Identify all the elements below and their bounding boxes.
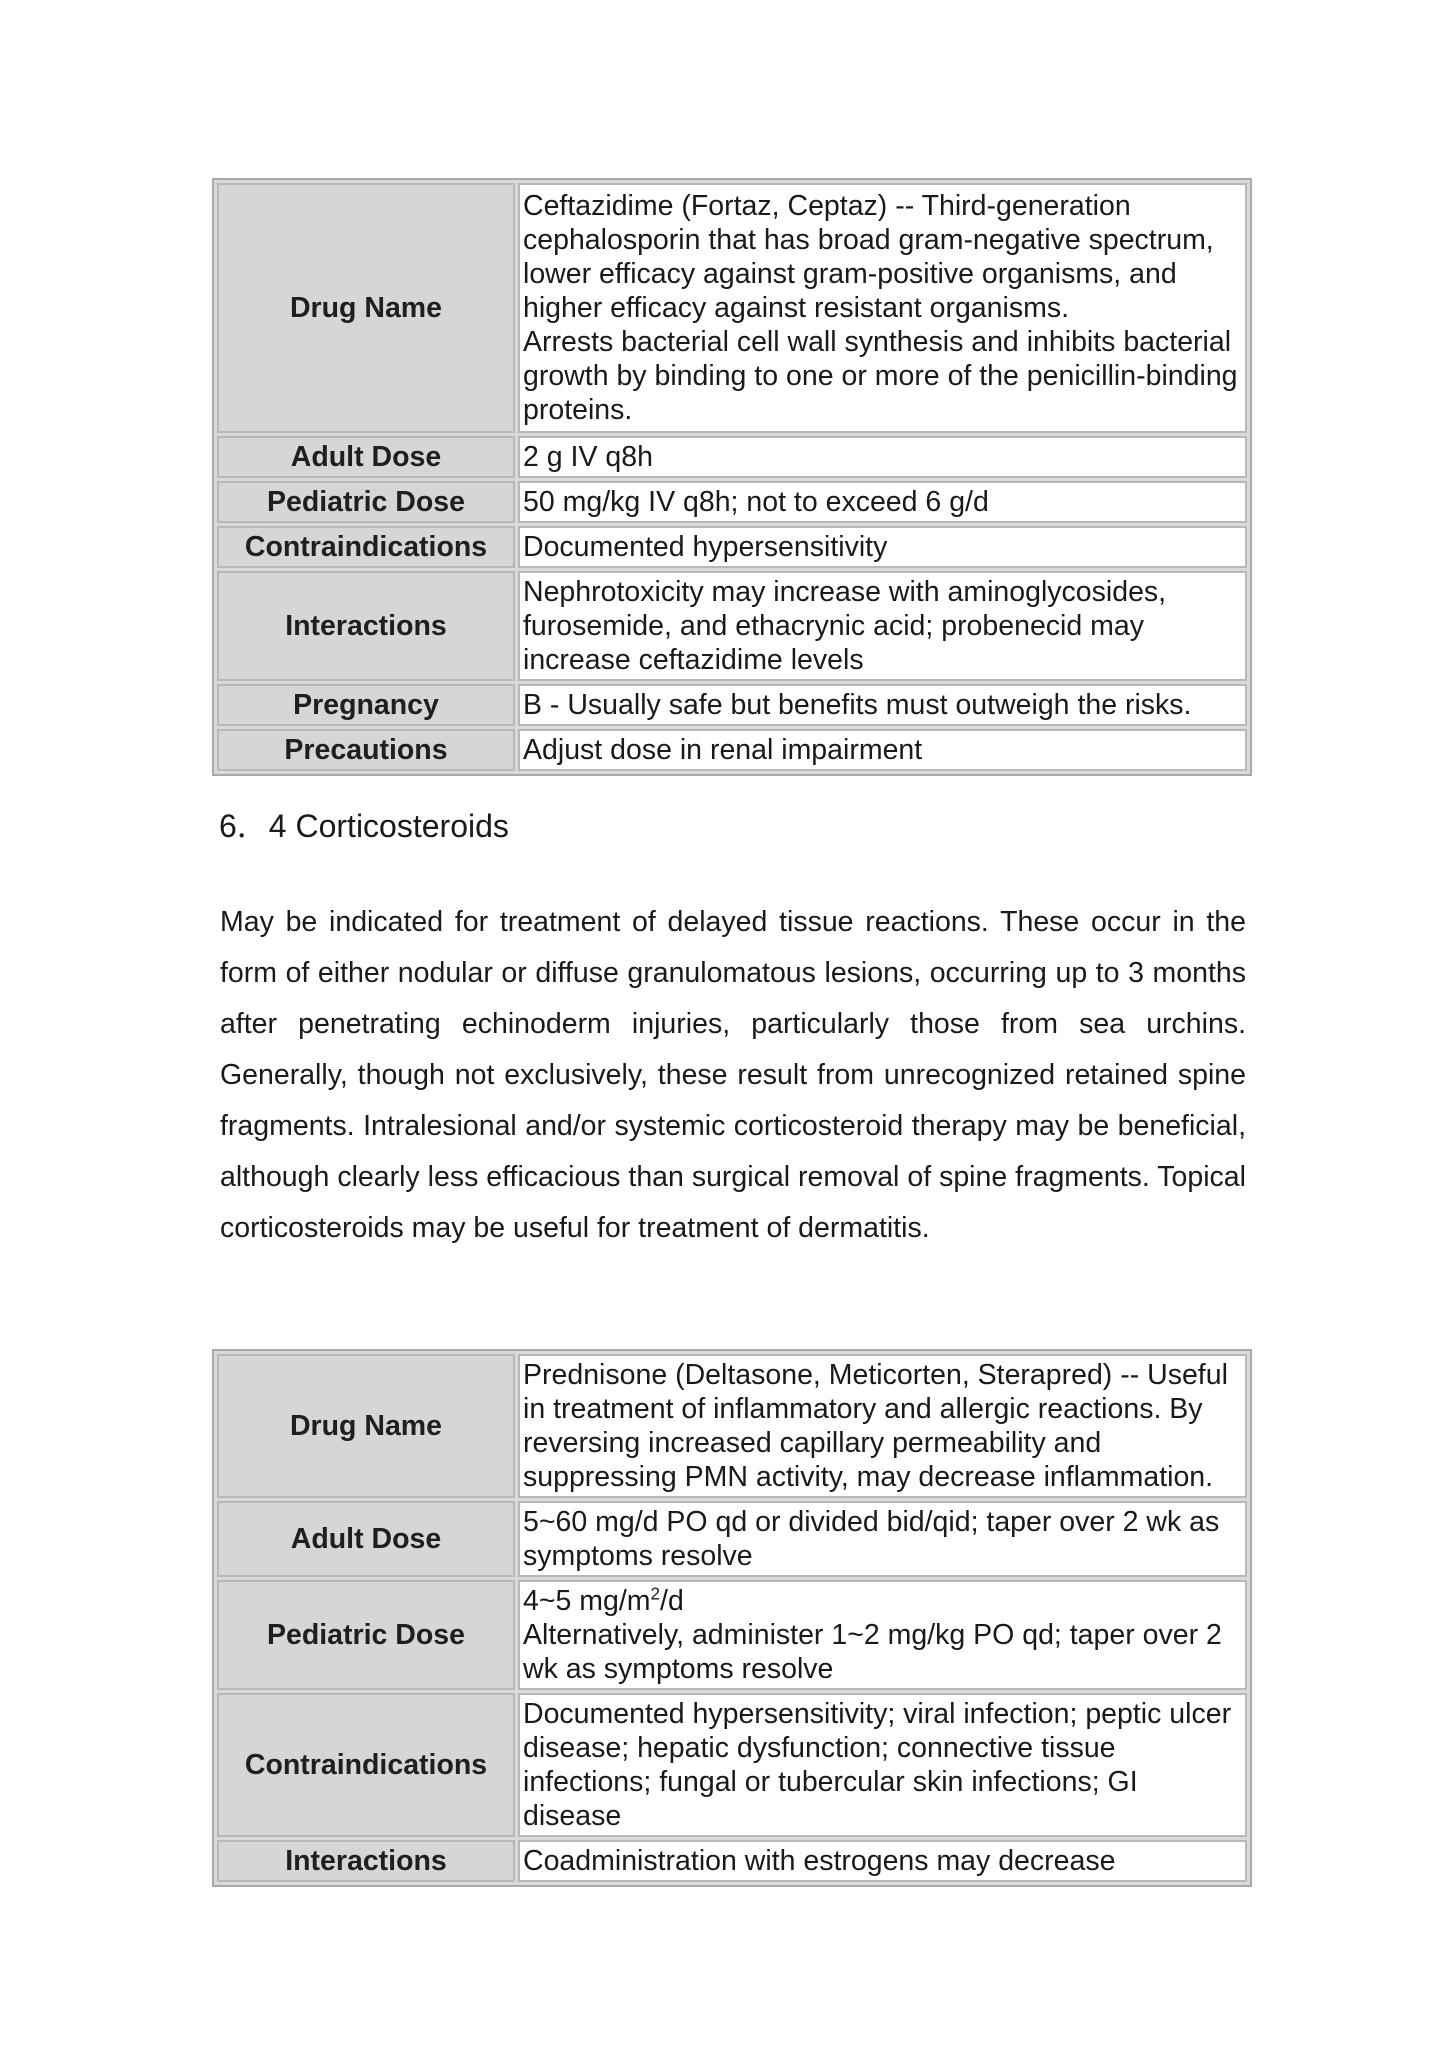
drug-mechanism: Arrests bacterial cell wall synthesis and inhibits bacterial growth by binding to one or more of the penicillin-binding proteins. xyxy=(523,326,1238,426)
table-row xyxy=(217,481,1247,523)
pediatric-dose-alternative: Alternatively, administer 1~2 mg/kg PO qd; taper over 2 wk as symptoms resolve xyxy=(523,1619,1222,1685)
contraindications-value: Documented hypersensitivity; viral infection; peptic ulcer disease; hepatic dysfunction; connective tissue infections; fungal or tubercular skin infections; GI disease xyxy=(518,1693,1247,1837)
prednisone-drug-table xyxy=(212,1349,1252,1887)
table-row xyxy=(217,1501,1247,1577)
contraindications-label: Contraindications xyxy=(217,526,515,568)
table-row xyxy=(217,571,1247,681)
interactions-value: Nephrotoxicity may increase with aminoglycosides, furosemide, and ethacrynic acid; probenecid may increase ceftazidime levels xyxy=(518,571,1247,681)
pregnancy-label: Pregnancy xyxy=(217,684,515,726)
pediatric-dose-bsa xyxy=(523,1584,1242,1618)
pregnancy-value: B - Usually safe but benefits must outweigh the risks. xyxy=(518,684,1247,726)
table-row xyxy=(217,526,1247,568)
drug-name-label: Drug Name xyxy=(217,183,515,433)
table-row xyxy=(217,684,1247,726)
table-row xyxy=(217,1354,1247,1498)
contraindications-value: Documented hypersensitivity xyxy=(518,526,1247,568)
superscript-two: 2 xyxy=(650,1584,661,1604)
precautions-value: Adjust dose in renal impairment xyxy=(518,729,1247,771)
pediatric-dose-bsa-unit: /d xyxy=(660,1585,684,1617)
drug-name-label: Drug Name xyxy=(217,1354,515,1498)
section-heading: 6．4 Corticosteroids xyxy=(219,808,509,844)
pediatric-dose-value: 50 mg/kg IV q8h; not to exceed 6 g/d xyxy=(518,481,1247,523)
ceftazidime-drug-table xyxy=(212,178,1252,776)
table-row xyxy=(217,1580,1247,1690)
table-row xyxy=(217,1840,1247,1882)
precautions-label: Precautions xyxy=(217,729,515,771)
interactions-label: Interactions xyxy=(217,1840,515,1882)
adult-dose-label: Adult Dose xyxy=(217,436,515,478)
pediatric-dose-bsa-text: 4~5 mg/m xyxy=(523,1585,651,1617)
table-row xyxy=(217,1693,1247,1837)
interactions-label: Interactions xyxy=(217,571,515,681)
pediatric-dose-value xyxy=(518,1580,1247,1690)
adult-dose-value: 2 g IV q8h xyxy=(518,436,1247,478)
drug-name-value: Prednisone (Deltasone, Meticorten, Sterapred) -- Useful in treatment of inflammatory and allergic reactions. By reversing increased capillary permeability and suppressing PMN activity, may decrease inflammation. xyxy=(518,1354,1247,1498)
corticosteroids-paragraph: May be indicated for treatment of delayed tissue reactions. These occur in the form of either nodular or diffuse granulomatous lesions, occurring up to 3 months after penetrating echinoderm injuries, particularly those from sea urchins. Generally, though not exclusively, these result from unrecognized retained spine fragments. Intralesional and/or systemic corticosteroid therapy may be beneficial, although clearly less efficacious than surgical removal of spine fragments. Topical corticosteroids may be useful for treatment of dermatitis. xyxy=(220,906,1246,1244)
table-row xyxy=(217,436,1247,478)
pediatric-dose-label: Pediatric Dose xyxy=(217,1580,515,1690)
interactions-value: Coadministration with estrogens may decrease xyxy=(518,1840,1247,1882)
adult-dose-label: Adult Dose xyxy=(217,1501,515,1577)
table-row xyxy=(217,729,1247,771)
pediatric-dose-label: Pediatric Dose xyxy=(217,481,515,523)
adult-dose-value: 5~60 mg/d PO qd or divided bid/qid; taper over 2 wk as symptoms resolve xyxy=(518,1501,1247,1577)
contraindications-label: Contraindications xyxy=(217,1693,515,1837)
table-row xyxy=(217,183,1247,433)
drug-description: Ceftazidime (Fortaz, Ceptaz) -- Third-generation cephalosporin that has broad gram-negative spectrum, lower efficacy against gram-positive organisms, and higher efficacy against resistant organisms. xyxy=(523,190,1214,324)
drug-name-value xyxy=(518,183,1247,433)
